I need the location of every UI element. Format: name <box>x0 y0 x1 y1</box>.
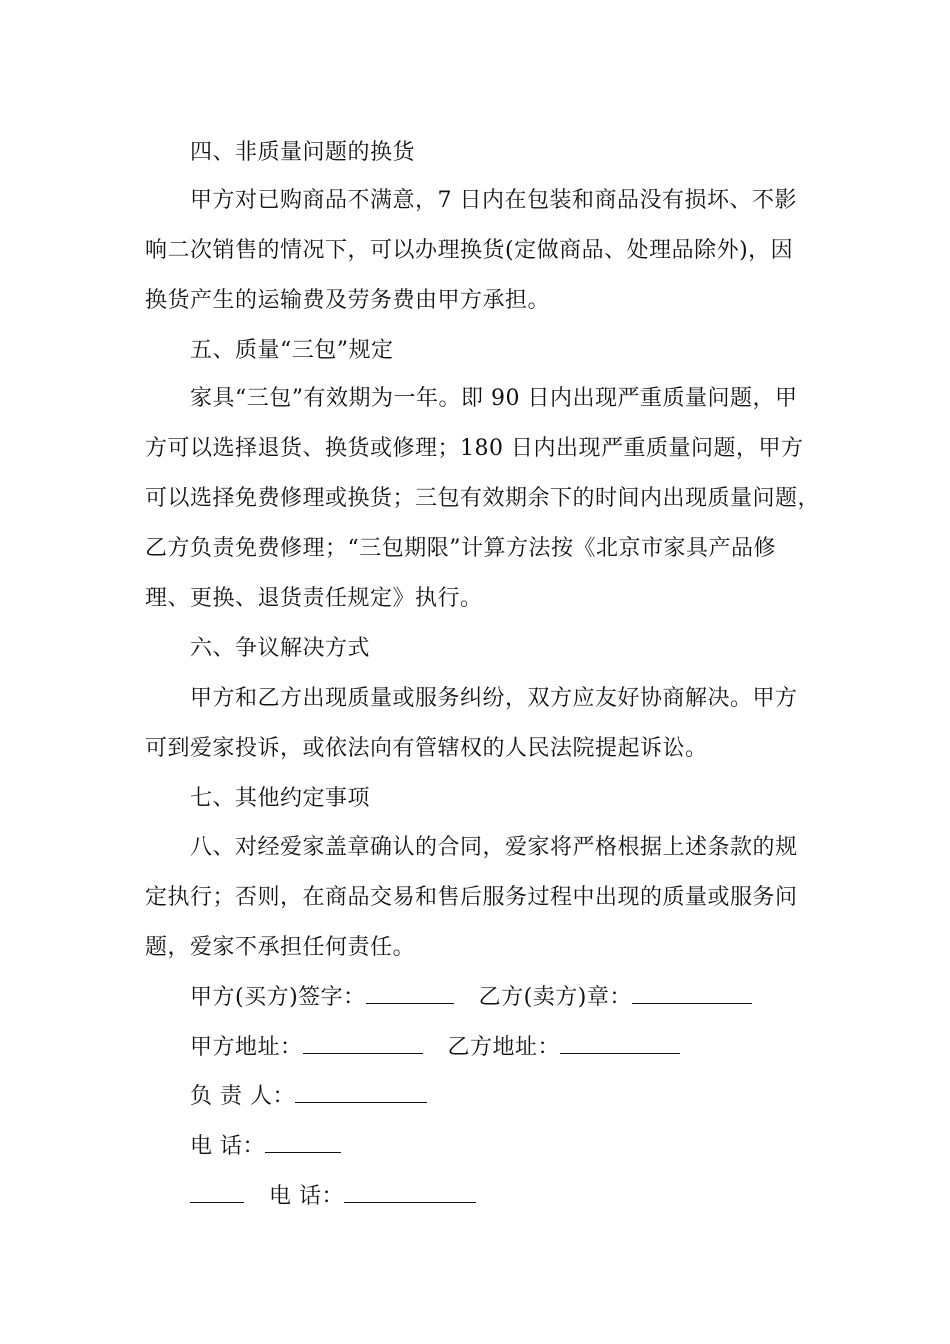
section-8-line-2: 定执行；否则，在商品交易和售后服务过程中出现的质量或服务问 <box>145 885 798 910</box>
responsible-person-label: 负 责 人： <box>190 1084 295 1109</box>
section-8-line-1: 八、对经爱家盖章确认的合同，爱家将严格根据上述条款的规 <box>190 835 798 860</box>
responsible-person-blank[interactable] <box>295 1084 427 1103</box>
section-5-heading: 五、质量“三包”规定 <box>190 338 394 363</box>
signature-row-4 <box>190 1132 341 1162</box>
signature-row-2 <box>190 1033 680 1063</box>
section-5-line-1: 家具“三包”有效期为一年。即 90 日内出现严重质量问题，甲 <box>190 386 798 411</box>
phone-b-label: 电 话： <box>269 1184 344 1209</box>
section-5-line-5: 理、更换、退货责任规定》执行。 <box>145 586 483 611</box>
section-4-line-3: 换货产生的运输费及劳务费由甲方承担。 <box>145 288 551 313</box>
section-6-heading: 六、争议解决方式 <box>190 636 371 661</box>
section-5-line-2: 方可以选择退货、换货或修理；180 日内出现严重质量问题，甲方 <box>145 436 804 461</box>
phone-b-blank[interactable] <box>344 1184 476 1203</box>
section-6-line-2: 可到爱家投诉，或依法向有管辖权的人民法院提起诉讼。 <box>145 736 708 761</box>
phone-a-label: 电 话： <box>190 1134 265 1159</box>
party-a-address-label: 甲方地址： <box>190 1035 303 1060</box>
party-a-sign-blank[interactable] <box>366 985 454 1004</box>
section-8-line-3: 题，爱家不承担任何责任。 <box>145 935 416 960</box>
section-4-line-2: 响二次销售的情况下，可以办理换货(定做商品、处理品除外)，因 <box>145 238 794 263</box>
party-a-address-blank[interactable] <box>303 1035 423 1054</box>
signature-row-5 <box>190 1182 476 1212</box>
section-5-line-3: 可以选择免费修理或换货；三包有效期余下的时间内出现质量问题， <box>145 486 821 511</box>
phone-a-blank[interactable] <box>265 1134 341 1153</box>
party-b-seal-blank[interactable] <box>632 985 752 1004</box>
party-b-seal-label: 乙方(卖方)章： <box>478 985 632 1010</box>
section-4-line-1: 甲方对已购商品不满意，7 日内在包装和商品没有损坏、不影 <box>190 188 797 213</box>
party-a-sign-label: 甲方(买方)签字： <box>190 985 366 1010</box>
phone-b-prefix-blank[interactable] <box>190 1184 244 1203</box>
signature-row-3 <box>190 1082 427 1112</box>
party-b-address-blank[interactable] <box>560 1035 680 1054</box>
signature-row-1 <box>190 983 752 1013</box>
section-7-heading: 七、其他约定事项 <box>190 786 371 811</box>
section-4-heading: 四、非质量问题的换货 <box>190 140 416 165</box>
section-5-line-4: 乙方负责免费修理；“三包期限”计算方法按《北京市家具产品修 <box>145 536 776 561</box>
party-b-address-label: 乙方地址： <box>447 1035 561 1060</box>
section-6-line-1: 甲方和乙方出现质量或服务纠纷，双方应友好协商解决。甲方 <box>190 686 798 711</box>
